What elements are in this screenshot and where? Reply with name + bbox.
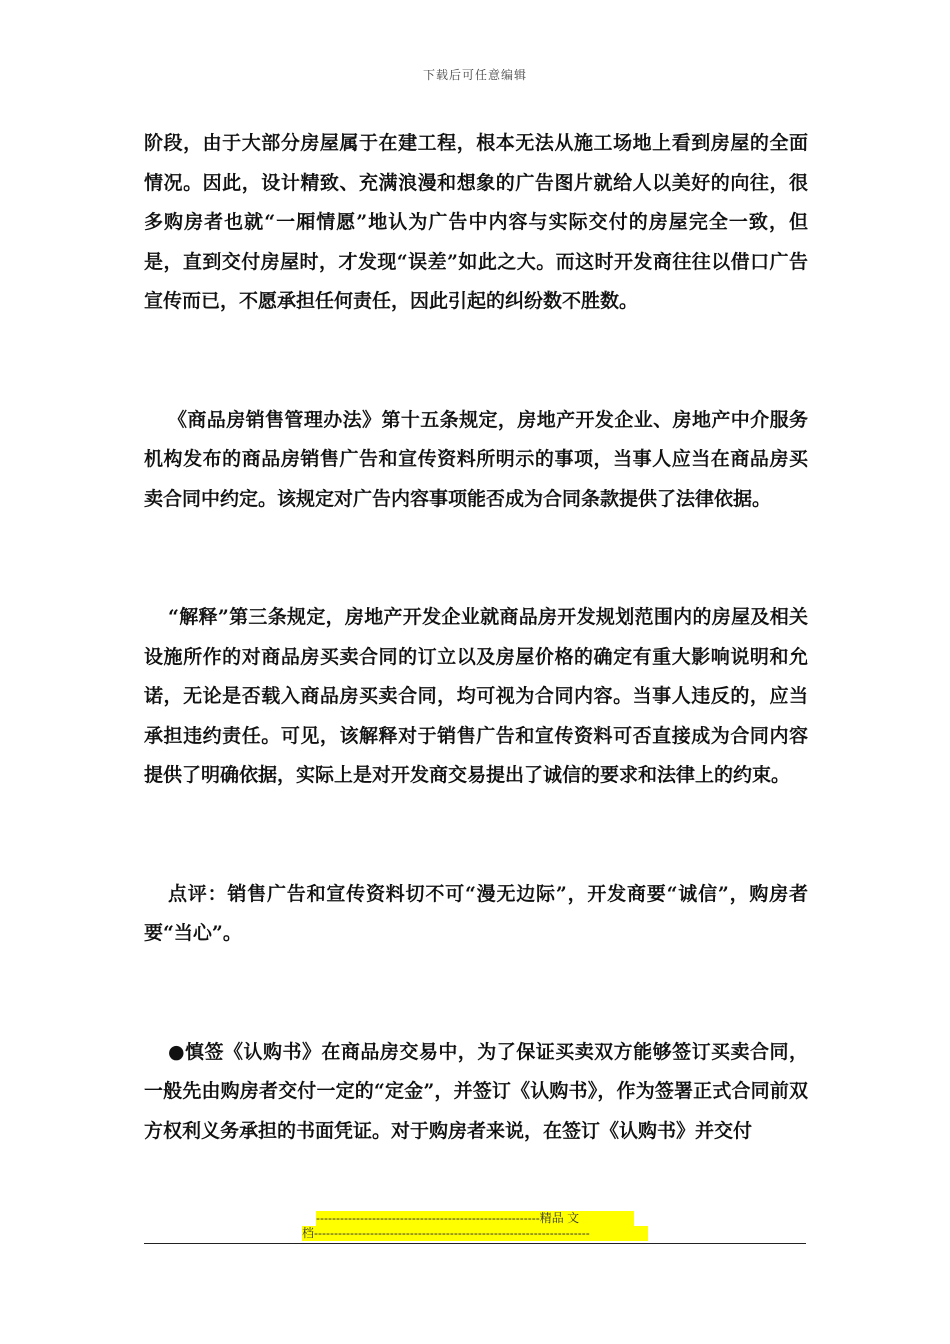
footer-line-1: --------------------------------------------------------精品 文: [316, 1211, 634, 1226]
paragraph-3: “解释”第三条规定，房地产开发企业就商品房开发规划范围内的房屋及相关设施所作的对商品房买卖合同的订立以及房屋价格的确定有重大影响说明和允诺，无论是否载入商品房买卖合同，均可视为合同内容。当事人违反的，应当承担违约责任。可见，该解释对于销售广告和宣传资料可否直接成为合同内容提供了明确依据，实际上是对开发商交易提出了诚信的要求和法律上的约束。: [144, 606, 808, 786]
footer-divider: [144, 1243, 806, 1244]
paragraph-gap: [144, 796, 808, 875]
paragraph-4: 点评：销售广告和宣传资料切不可“漫无边际”，开发商要“诚信”，购房者要“当心”。: [144, 882, 808, 944]
page-header: 下载后可任意编辑: [422, 68, 527, 82]
paragraph-5: ●慎签《认购书》在商品房交易中，为了保证买卖双方能够签订买卖合同，一般先由购房者交付一定的“定金”，并签订《认购书》，作为签署正式合同前双方权利义务承担的书面凭证。对于购房者来说，在签订《认购书》并交付: [144, 1040, 808, 1142]
paragraph-gap: [144, 954, 808, 1033]
paragraph-gap: [144, 519, 808, 598]
footer-watermark: [302, 1211, 648, 1241]
paragraph-1: 阶段，由于大部分房屋属于在建工程，根本无法从施工场地上看到房屋的全面情况。因此，设计精致、充满浪漫和想象的广告图片就给人以美好的向往，很多购房者也就“一厢情愿”地认为广告中内容与实际交付的房屋完全一致，但是，直到交付房屋时，才发现“误差”如此之大。而这时开发商往往以借口广告宣传而已，不愿承担任何责任，因此引起的纠纷数不胜数。: [144, 132, 808, 312]
footer-line-2: 档---------------------------------------------------------------------: [302, 1226, 648, 1241]
paragraph-2: 《商品房销售管理办法》第十五条规定，房地产开发企业、房地产中介服务机构发布的商品房销售广告和宣传资料所明示的事项，当事人应当在商品房买卖合同中约定。该规定对广告内容事项能否成为合同条款提供了法律依据。: [144, 408, 808, 510]
paragraph-gap: [144, 322, 808, 401]
document-body: [144, 124, 808, 1151]
